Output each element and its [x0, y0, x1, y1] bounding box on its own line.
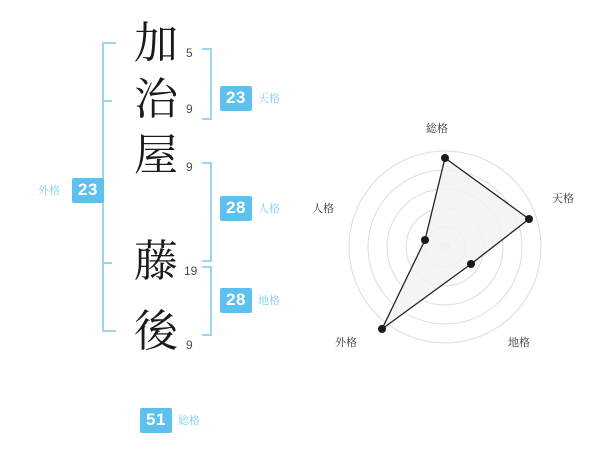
stroke-count-1: 5	[186, 46, 193, 60]
tenkaku-label: 天格	[258, 93, 280, 105]
radar-point-soukaku	[441, 154, 449, 162]
chikaku-label: 地格	[258, 295, 280, 307]
chikaku-bracket-bottom	[202, 334, 212, 336]
chikaku-bracket-vertical	[210, 266, 212, 336]
gaikaku-bracket-tick-2	[102, 262, 112, 264]
stroke-count-4: 19	[184, 264, 198, 278]
gaikaku-value: 23	[72, 178, 104, 203]
stroke-count-5: 9	[186, 338, 193, 352]
tenkaku-bracket-vertical	[210, 48, 212, 120]
gaikaku-bracket-bottom	[102, 330, 116, 332]
radar-series	[378, 154, 533, 333]
radar-point-chikaku	[467, 260, 475, 268]
radar-label-gaikaku: 外格	[335, 337, 357, 349]
stroke-count-3: 9	[186, 160, 193, 174]
radar-chart-svg	[300, 0, 600, 470]
radar-point-tenkaku	[525, 215, 533, 223]
kanji-5: 後	[134, 306, 178, 357]
gaikaku-bracket-top	[102, 42, 116, 44]
jinkaku-bracket-bottom	[202, 260, 212, 262]
soukaku-value: 51	[140, 408, 172, 433]
soukaku-label: 総格	[178, 415, 200, 427]
jinkaku-label: 人格	[258, 203, 280, 215]
tenkaku-bracket-top	[202, 48, 212, 50]
chikaku-bracket-top	[202, 266, 212, 268]
gaikaku-label: 外格	[38, 185, 60, 197]
radar-chart	[300, 0, 600, 470]
kanji-3: 屋	[134, 130, 178, 181]
gaikaku-bracket-tick-1	[102, 100, 112, 102]
tenkaku-bracket-bottom	[202, 118, 212, 120]
kanji-4: 藤	[134, 236, 178, 287]
kanji-1: 加	[134, 18, 178, 69]
tenkaku-value: 23	[220, 86, 252, 111]
radar-label-jinkaku: 人格	[312, 203, 334, 215]
chikaku-value: 28	[220, 288, 252, 313]
radar-point-gaikaku	[378, 325, 386, 333]
radar-point-jinkaku	[421, 236, 429, 244]
jinkaku-bracket-vertical	[210, 162, 212, 262]
jinkaku-bracket-top	[202, 162, 212, 164]
jinkaku-value: 28	[220, 196, 252, 221]
stroke-count-2: 9	[186, 102, 193, 116]
radar-label-chikaku: 地格	[508, 337, 530, 349]
radar-label-soukaku: 総格	[426, 123, 448, 135]
kanji-2: 治	[134, 74, 178, 125]
radar-label-tenkaku: 天格	[552, 193, 574, 205]
